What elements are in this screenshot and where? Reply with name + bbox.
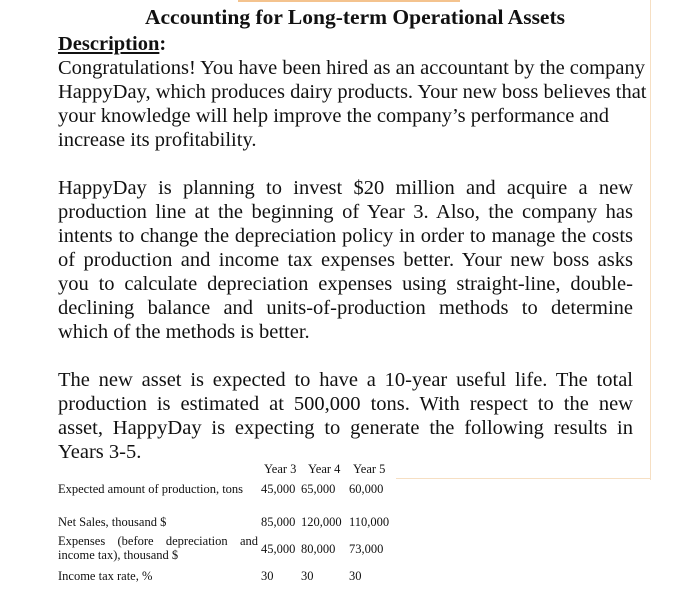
row-label-net-sales: Net Sales, thousand $ [58, 515, 167, 529]
column-header-year-3: Year 3 [264, 462, 297, 476]
cell-expenses-year-5: 73,000 [349, 542, 384, 556]
description-heading-colon: : [159, 33, 167, 55]
cell-expenses-year-3: 45,000 [261, 542, 296, 556]
cell-expenses-year-4: 80,000 [301, 542, 336, 556]
description-heading-text: Description [58, 33, 160, 55]
column-header-year-4: Year 4 [308, 462, 341, 476]
cell-tax-rate-year-3: 30 [261, 569, 274, 583]
cell-tax-rate-year-5: 30 [349, 569, 362, 583]
row-label-expenses: Expenses (before depreciation and income tax), thousand $ [58, 534, 258, 562]
cell-net-sales-year-4: 120,000 [301, 515, 342, 529]
cell-tax-rate-year-4: 30 [301, 569, 314, 583]
row-label-production: Expected amount of production, tons [58, 482, 244, 496]
cell-production-year-5: 60,000 [349, 482, 384, 496]
cell-production-year-3: 45,000 [261, 482, 296, 496]
paragraph-investment: HappyDay is planning to invest $20 million and acquire a new production line at the beginning of Year 3. Also, the company has intents to change the depreciation policy in order to manage the costs of production and income tax expenses better. Your new boss asks you to calculate depreciation expenses using straight-line, double-declining balance and units-of-production methods to determine which of the methods is better. [58, 177, 633, 343]
cell-net-sales-year-5: 110,000 [349, 515, 390, 529]
column-header-year-5: Year 5 [353, 462, 386, 476]
paragraph-asset-details: The new asset is expected to have a 10-year useful life. The total production is estimated at 500,000 tons. With respect to the new asset, HappyDay is expecting to generate the following results in Years 3-5. [58, 369, 633, 463]
document-title: Accounting for Long-term Operational Assets [144, 5, 566, 29]
paragraph-intro: Congratulations! You have been hired as an accountant by the company HappyDay, which produces dairy products. Your new boss believes that your knowledge will help improve the company’s performance and increase its profitability. [58, 57, 647, 151]
cell-production-year-4: 65,000 [301, 482, 336, 496]
cell-net-sales-year-3: 85,000 [261, 515, 296, 529]
frame-top-border [238, 0, 460, 2]
row-label-income-tax-rate: Income tax rate, % [58, 569, 153, 583]
frame-bottom-border [396, 478, 651, 479]
description-heading [58, 32, 166, 56]
